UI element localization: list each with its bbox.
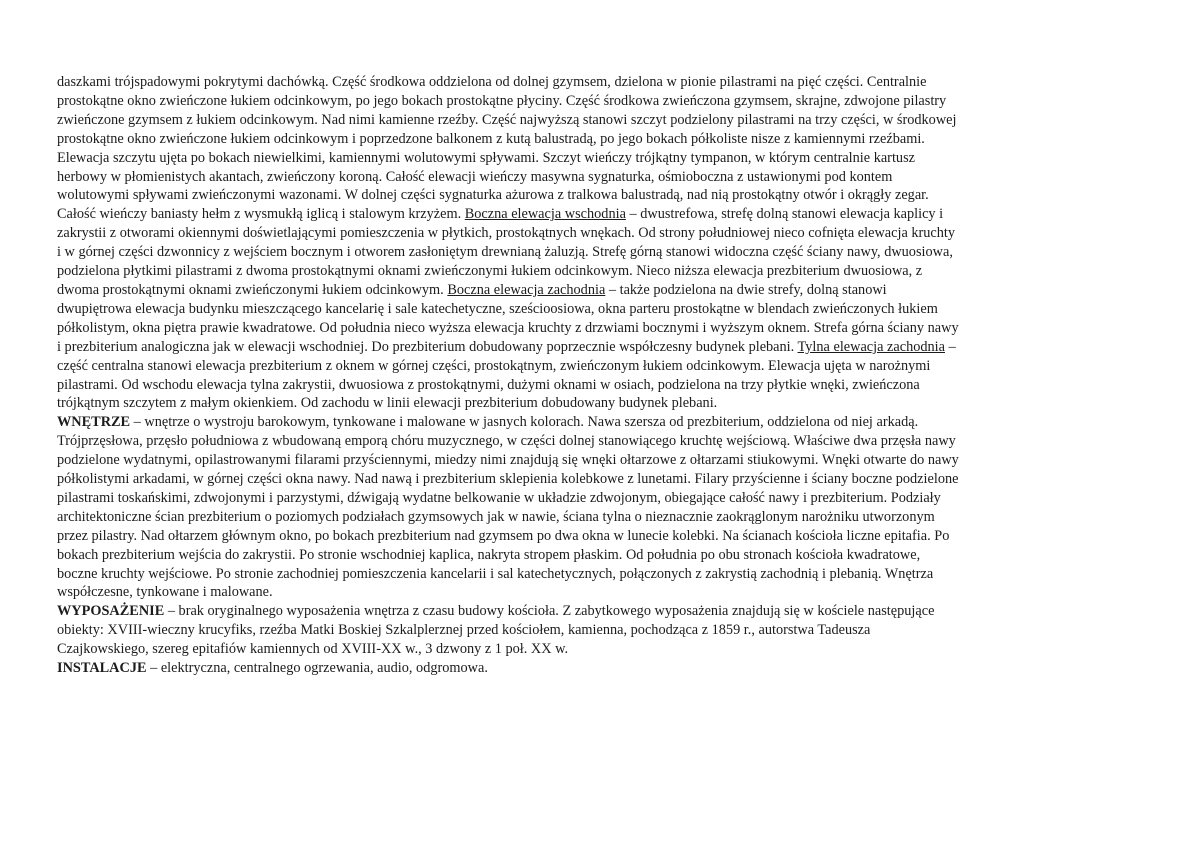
text-line <box>57 111 1147 130</box>
text-line <box>57 602 1147 621</box>
text-run: – dwustrefowa, strefę dolną stanowi elewacja kaplicy i <box>625 206 944 223</box>
text-line <box>57 205 1147 224</box>
text-line <box>57 149 1147 168</box>
text-line <box>57 546 1147 565</box>
text-line <box>57 281 1147 300</box>
text-run: część centralna stanowi elewacja prezbiterium z oknem w górnej części, prostokątnym, zwieńczonym łukiem odcinkowym. Elewacja ujęta w narożnymi <box>57 357 931 374</box>
text-line <box>57 508 1147 527</box>
text-run: prostokątne okno zwieńczone łukiem odcinkowym i poprzedzone balkonem z kutą balustradą, po jego bokach półkoliste nisze z kamiennymi rzeźbami. <box>57 130 925 147</box>
document-body-text <box>57 73 1147 678</box>
text-run: podzielone wydatnymi, opilastrowanymi filarami przyściennymi, miedzy nimi znajdują się wnęki ołtarzowe z ołtarzami stiukowymi. Wnęki otwarte do nawy <box>57 452 959 469</box>
section-heading-bold: WNĘTRZE <box>57 414 131 431</box>
text-run: boczne kruchty wejściowe. Po stronie zachodniej pomieszczenia kancelarii i sal katechetycznych, połączonych z zakrystią zachodnią i plebanią. Wnętrza <box>57 565 934 582</box>
section-heading-bold: INSTALACJE <box>57 660 147 677</box>
text-run: dwoma prostokątnymi oknami zwieńczonymi łukiem odcinkowym. <box>57 281 448 298</box>
text-line <box>57 527 1147 546</box>
text-line <box>57 338 1147 357</box>
text-line <box>57 583 1147 602</box>
text-line <box>57 186 1147 205</box>
text-run: współczesne, tynkowane i malowane. <box>57 584 273 601</box>
text-line <box>57 470 1147 489</box>
text-run: Elewacja szczytu ujęta po bokach niewielkimi, kamiennymi wolutowymi spływami. Szczyt wieńczy trójkątny tympanon, w którym centralnie kartusz <box>57 149 915 166</box>
text-line <box>57 413 1147 432</box>
text-line <box>57 224 1147 243</box>
text-run: – wnętrze o wystroju barokowym, tynkowane i malowane w jasnych kolorach. Nawa szersza od prezbiterium, oddzielona od niej arkadą. <box>130 414 919 431</box>
text-run: herbowy w płomienistych akantach, zwieńczony koroną. Całość elewacji wieńczy masywna sygnaturka, ośmioboczna z ustawionymi pod kontem <box>57 168 893 185</box>
text-run: daszkami trójspadowymi pokrytymi dachówką. Część środkowa oddzielona od dolnej gzymsem, dzielona w pionie pilastrami na pięć części. Centralnie <box>57 74 927 90</box>
text-run: przez pilastry. Nad ołtarzem głównym okno, po bokach prezbiterium nad gzymsem po dwa okna w lunecie kolebki. Na ścianach kościoła liczne epitafia. Po <box>57 527 950 544</box>
text-line <box>57 319 1147 338</box>
text-line <box>57 659 1147 678</box>
text-run: prostokątne okno zwieńczone łukiem odcinkowym, po jego bokach prostokątne płyciny. Część środkowa zwieńczona gzymsem, skrajne, zdwojone pilastry <box>57 92 947 109</box>
text-line <box>57 640 1147 659</box>
text-run: dwupiętrowa elewacja budynku mieszczącego kancelarię i sale katechetyczne, sześcioosiowa, okna parteru prostokątne w blendach zwieńczonych łukiem <box>57 300 938 317</box>
text-line <box>57 621 1147 640</box>
text-run: – <box>945 338 956 355</box>
text-line <box>57 432 1147 451</box>
text-line <box>57 262 1147 281</box>
text-run: Trójprzęsłowa, przęsło południowa z wbudowaną emporą chóru muzycznego, w części dolnej stanowiącego kruchtę wejściową. Właściwe dwa przęsła nawy <box>57 433 956 450</box>
text-run: trójkątnym szczytem z małym okienkiem. Od zachodu w linii elewacji prezbiterium dobudowany budynek plebani. <box>57 395 718 412</box>
text-run: – brak oryginalnego wyposażenia wnętrza z czasu budowy kościoła. Z zabytkowego wyposażenia znajdują się w kościele następujące <box>164 603 935 620</box>
text-line <box>57 357 1147 376</box>
text-run: bokach prezbiterium wejścia do zakrystii. Po stronie wschodniej kaplica, nakryta stropem płaskim. Od południa po obu stronach kościoła kwadratowe, <box>57 546 921 563</box>
text-run: i prezbiterium analogiczna jak w elewacji wschodniej. Do prezbiterium dobudowany poprzecznie współczesny budynek plebani. <box>57 338 798 355</box>
text-run: Czajkowskiego, szereg epitafiów kamiennych od XVIII-XX w., 3 dzwony z 1 poł. XX w. <box>57 641 569 658</box>
text-line <box>57 243 1147 262</box>
text-run: pilastrami. Od wschodu elewacja tylna zakrystii, dwuosiowa z prostokątnymi, dużymi oknami w osiach, podzielona na trzy płytkie wnęki, zwieńczona <box>57 376 920 393</box>
text-run: – także podzielona na dwie strefy, dolną stanowi <box>605 281 887 298</box>
text-line <box>57 451 1147 470</box>
section-heading-bold: WYPOSAŻENIE <box>57 603 165 620</box>
text-line <box>57 130 1147 149</box>
text-run: zwieńczone gzymsem z łukiem odcinkowym. Nad nimi kamienne rzeźby. Część najwyższą stanowi szczyt podzielony pilastrami na trzy części, w środkowej <box>57 111 957 128</box>
text-run: pilastrami toskańskimi, zdwojonymi i parzystymi, dźwigają wydatne belkowanie w układzie zdwojonym, obiegające całość nawy i prezbiterium. Podziały <box>57 489 941 506</box>
text-line <box>57 168 1147 187</box>
text-line <box>57 376 1147 395</box>
text-line <box>57 300 1147 319</box>
text-run: podzielona płytkimi pilastrami z dwoma prostokątnymi oknami zwieńczonymi łukiem odcinkowym. Nieco niższa elewacja prezbiterium dwuosiowa, z <box>57 263 923 280</box>
text-run: wolutowymi spływami zwieńczonymi wazonami. W dolnej części sygnaturka ażurowa z tralkowa balustradą, nad nią prostokątny otwór i okrągły zegar. <box>57 187 929 204</box>
text-line <box>57 73 1147 92</box>
text-line <box>57 92 1147 111</box>
text-run: Całość wieńczy baniasty hełm z wysmukłą iglicą i stalowym krzyżem. <box>57 206 465 223</box>
text-run: zakrystii z otworami okiennymi doświetlającymi pomieszczenia w płytkich, prostokątnych wnękach. Od strony południowej nieco cofnięta elewacja kruchty <box>57 225 956 242</box>
section-heading-underlined: Boczna elewacja wschodnia <box>464 206 626 223</box>
text-line <box>57 394 1147 413</box>
section-heading-underlined: Tylna elewacja zachodnia <box>797 338 945 355</box>
text-run: i w górnej części dzwonnicy z wejściem bocznym i otworem zasłoniętym drewnianą żaluzją. Strefę górną stanowi widoczna część ściany nawy, dwuosiowa, <box>57 244 953 261</box>
text-line <box>57 565 1147 584</box>
text-run: półkolistymi arkadami, w górnej części okna nawy. Nad nawą i prezbiterium sklepienia kolebkowe z lunetami. Filary przyścienne i ściany boczne podzielone <box>57 471 959 488</box>
text-line <box>57 489 1147 508</box>
text-run: architektoniczne ścian prezbiterium o poziomych podziałach gzymsowych jak w nawie, ściana tylna o nieznacznie zaokrąglonym narożniku utworzonym <box>57 508 935 525</box>
text-run: – elektryczna, centralnego ogrzewania, audio, odgromowa. <box>146 660 488 677</box>
text-run: obiekty: XVIII-wieczny krucyfiks, rzeźba Matki Boskiej Szkalplerznej przed kościołem, kamienna, pochodząca z 1859 r., autorstwa Tadeusza <box>57 622 871 639</box>
text-run: półkolistym, okna piętra prawie kwadratowe. Od południa nieco wyższa elewacja kruchty z drzwiami bocznymi i wyższym oknem. Strefa górna ściany nawy <box>57 319 959 336</box>
section-heading-underlined: Boczna elewacja zachodnia <box>447 281 606 298</box>
